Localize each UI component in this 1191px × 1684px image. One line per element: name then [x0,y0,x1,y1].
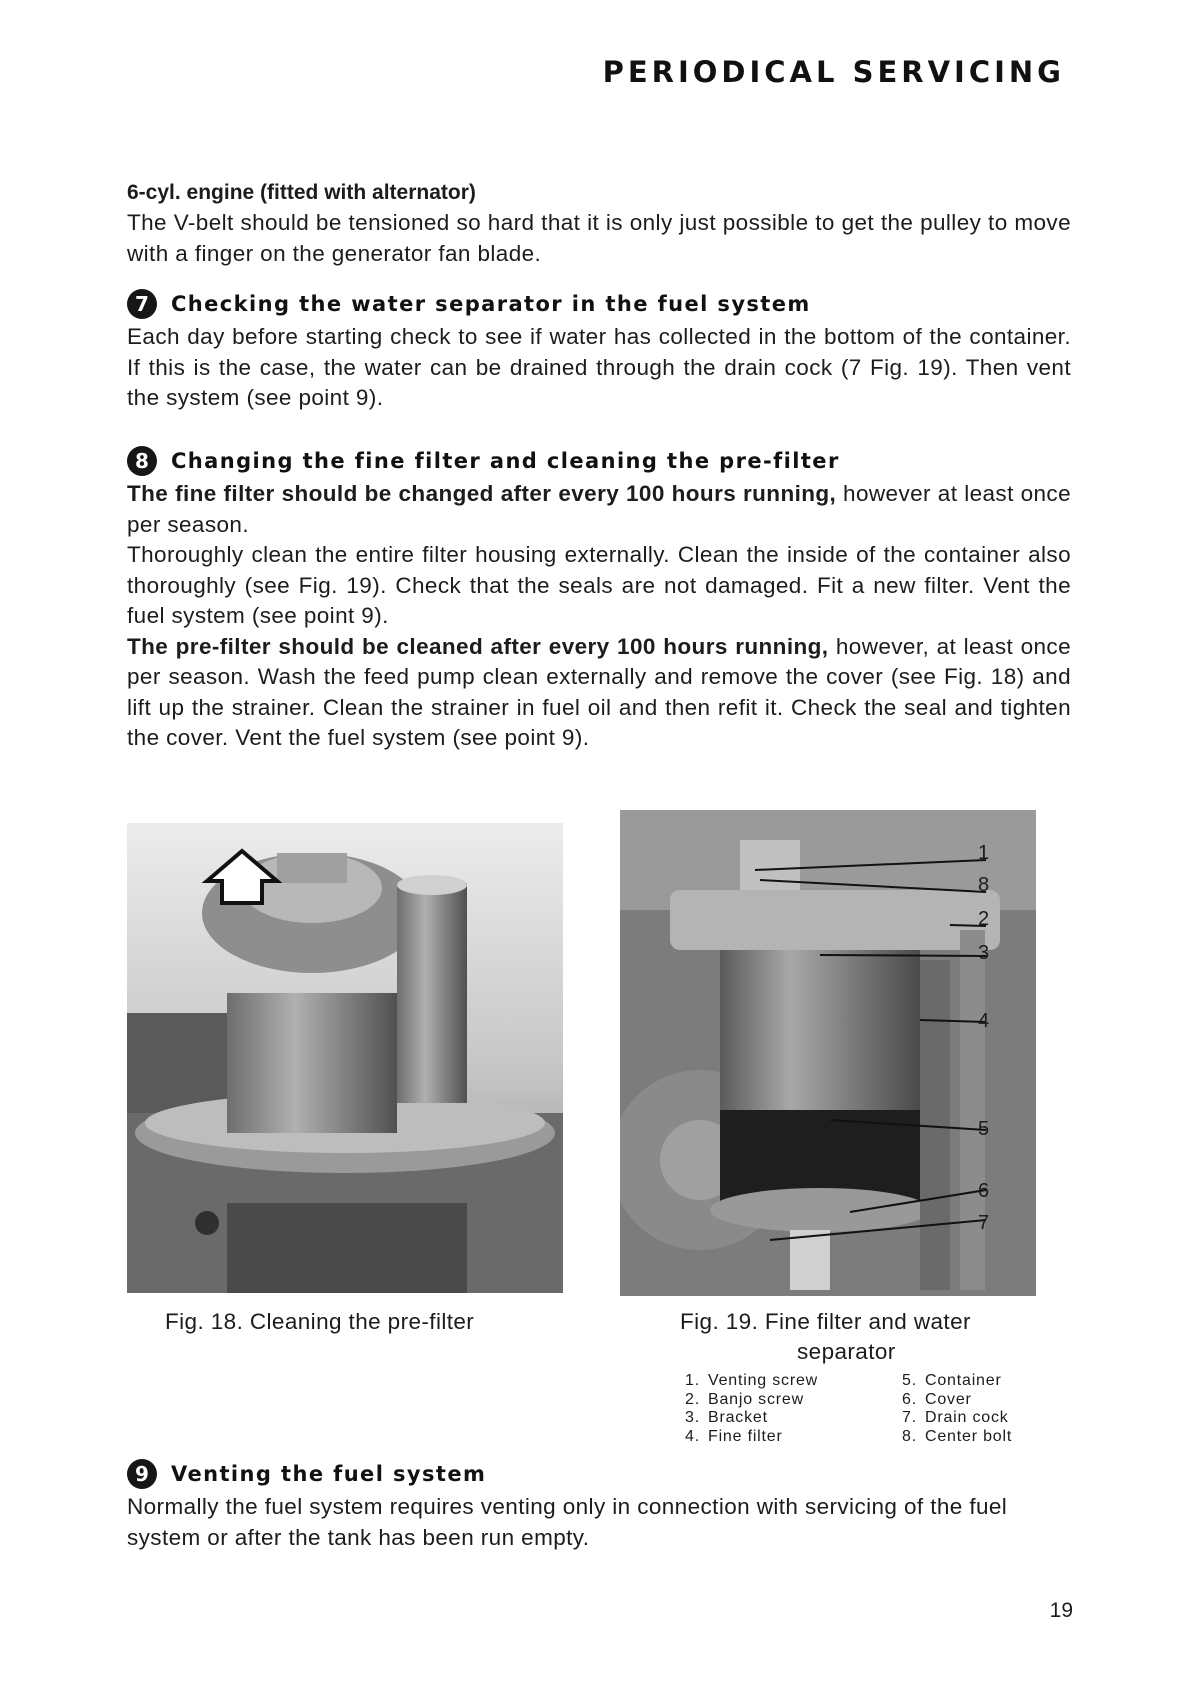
callout-label: 3 [978,942,990,964]
page-header: PERIODICAL SERVICING [602,55,1065,89]
intro-subhead: 6-cyl. engine (fitted with alternator) [127,181,476,204]
page-number: 19 [1049,1599,1073,1622]
callout-label: 6 [978,1180,990,1202]
fig19-photo [620,810,1036,1296]
callout-label: 1 [978,842,990,864]
section-number-badge: 8 [127,446,157,476]
section-8-para-3 [127,632,1071,754]
fig19-caption-line-2: separator [797,1339,896,1364]
legend-label: Fine filter [708,1427,783,1445]
legend-num: 4. [685,1427,700,1445]
text-run: however at least once per season. [127,481,1071,537]
callout-label: 2 [978,908,990,930]
legend-num: 2. [685,1390,700,1408]
emphasis: The pre-filter should be cleaned after every 100 hours running, [127,633,829,659]
section-9 [127,1458,1071,1553]
fig18-caption: Fig. 18. Cleaning the pre-filter [165,1309,475,1334]
callout-label: 8 [978,874,990,896]
legend-num: 6. [902,1390,917,1408]
text-run: however, at least once per season. Wash the feed pump clean externally and remove the cover (see Fig. 18) and lift up the strainer. Clean the strainer in fuel oil and then refit it. Check the seal and tighten the cover. Vent the fuel system (see point 9). [127,633,1071,750]
legend-label: Banjo screw [708,1390,804,1408]
legend-item [885,1372,1012,1391]
legend-label: Cover [925,1390,972,1408]
callout-label: 4 [978,1010,990,1032]
section-number-badge: 7 [127,289,157,319]
legend-label: Venting screw [708,1372,819,1389]
section-7 [127,288,1071,414]
legend-item [668,1428,818,1447]
callout-label: 7 [978,1212,990,1234]
fig19-legend-right [885,1372,1012,1446]
fig18-photo [127,823,563,1293]
legend-label: Container [925,1372,1002,1389]
section-7-title: Checking the water separator in the fuel system [171,292,811,316]
section-7-heading [127,288,1071,320]
fig19-legend-left [668,1372,818,1446]
legend-num: 3. [685,1409,700,1426]
section-9-heading [127,1458,1071,1490]
section-8-para-1 [127,479,1071,540]
section-7-text: Each day before starting check to see if water has collected in the bottom of the container. If this is the case, the water can be drained through the drain cock (7 Fig. 19). Then vent the system (see point 9). [127,324,1071,410]
legend-num: 8. [902,1427,917,1445]
legend-item [885,1409,1012,1428]
section-number-badge: 9 [127,1459,157,1489]
legend-label: Drain cock [925,1409,1009,1426]
legend-num: 5. [902,1372,917,1389]
fig19-caption-line-1: Fig. 19. Fine filter and water [680,1309,971,1334]
fuel-feed-pump-illustration [127,823,563,1293]
section-9-title: Venting the fuel system [171,1462,487,1486]
legend-label: Center bolt [925,1427,1013,1445]
section-9-text: Normally the fuel system requires venting only in connection with servicing of the fuel system or after the tank has been run empty. [127,1494,1008,1550]
legend-num: 1. [685,1372,700,1389]
section-8 [127,445,1071,754]
callout-label: 5 [978,1118,990,1140]
legend-item [885,1428,1012,1447]
section-8-para-2: Thoroughly clean the entire filter housing externally. Clean the inside of the container also thoroughly (see Fig. 19). Check that the seals are not damaged. Fit a new filter. Vent the fuel system (see point 9). [127,542,1071,628]
intro-block [127,178,1071,269]
section-8-heading [127,445,1071,477]
legend-item [668,1409,818,1428]
section-8-title: Changing the fine filter and cleaning the pre-filter [171,449,840,473]
legend-item [668,1391,818,1410]
legend-item [885,1391,1012,1410]
emphasis: The fine filter should be changed after every 100 hours running, [127,481,837,506]
intro-text: The V-belt should be tensioned so hard that it is only just possible to get the pulley to move with a finger on the generator fan blade. [127,210,1071,266]
legend-label: Bracket [708,1409,768,1426]
legend-item [668,1372,818,1391]
fig19-caption [680,1307,1040,1367]
legend-num: 7. [902,1409,917,1426]
fine-filter-illustration [620,810,1036,1296]
